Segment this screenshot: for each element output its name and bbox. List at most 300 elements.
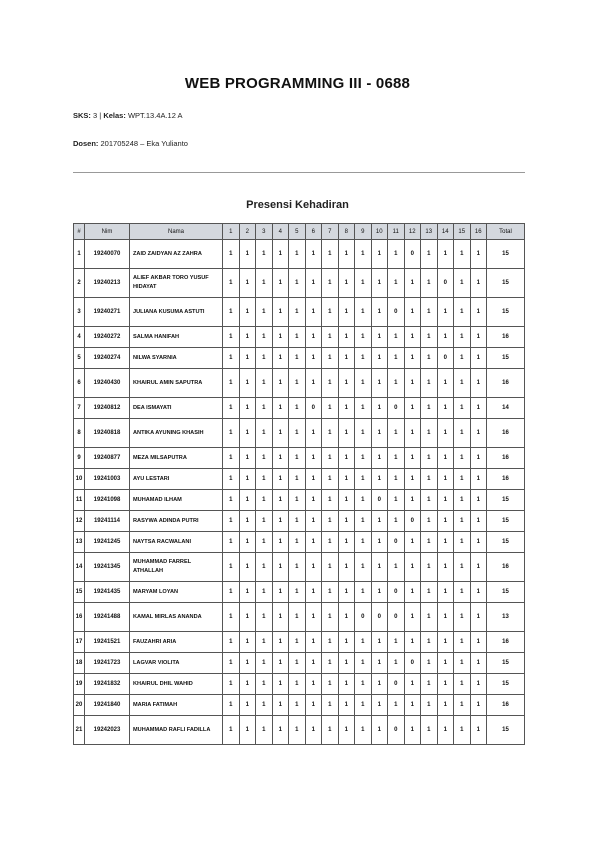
table-row — [74, 553, 525, 582]
attendance-cell: 1 — [338, 603, 355, 632]
row-number-cell: 5 — [74, 348, 85, 369]
attendance-cell: 1 — [322, 240, 339, 269]
name-cell: LAGVAR VIOLITA — [130, 653, 223, 674]
attendance-cell: 1 — [454, 348, 471, 369]
attendance-cell: 1 — [421, 269, 438, 298]
attendance-cell: 1 — [289, 653, 306, 674]
attendance-cell: 1 — [239, 298, 256, 327]
attendance-cell: 1 — [388, 419, 405, 448]
attendance-cell: 1 — [355, 716, 372, 745]
attendance-cell: 1 — [355, 269, 372, 298]
attendance-cell: 1 — [239, 348, 256, 369]
nim-cell: 19241488 — [85, 603, 130, 632]
attendance-cell: 1 — [470, 348, 487, 369]
column-header: 16 — [470, 224, 487, 240]
row-number-cell: 6 — [74, 369, 85, 398]
attendance-cell: 1 — [454, 553, 471, 582]
attendance-cell: 1 — [305, 511, 322, 532]
attendance-cell: 1 — [223, 653, 240, 674]
attendance-cell: 1 — [437, 327, 454, 348]
attendance-cell: 1 — [239, 369, 256, 398]
attendance-cell: 1 — [388, 240, 405, 269]
attendance-cell: 1 — [239, 419, 256, 448]
attendance-cell: 1 — [289, 490, 306, 511]
attendance-cell: 1 — [223, 398, 240, 419]
attendance-cell: 1 — [454, 653, 471, 674]
total-cell: 15 — [487, 716, 525, 745]
attendance-cell: 0 — [305, 398, 322, 419]
attendance-cell: 1 — [355, 582, 372, 603]
attendance-cell: 1 — [338, 632, 355, 653]
attendance-cell: 1 — [338, 448, 355, 469]
document-title: WEB PROGRAMMING III - 0688 — [184, 75, 411, 92]
kelas-label: Kelas: — [103, 111, 126, 120]
attendance-cell: 1 — [338, 511, 355, 532]
name-cell: AYU LESTARI — [130, 469, 223, 490]
attendance-cell: 1 — [256, 490, 273, 511]
attendance-cell: 1 — [256, 582, 273, 603]
table-row — [74, 695, 525, 716]
sks-value: 3 — [93, 111, 98, 120]
total-cell: 15 — [487, 348, 525, 369]
attendance-cell: 1 — [223, 369, 240, 398]
attendance-cell: 1 — [404, 327, 421, 348]
attendance-cell: 1 — [305, 419, 322, 448]
attendance-cell: 1 — [239, 716, 256, 745]
nim-cell: 19240070 — [85, 240, 130, 269]
attendance-cell: 1 — [256, 269, 273, 298]
attendance-cell: 1 — [371, 674, 388, 695]
column-header: 9 — [355, 224, 372, 240]
attendance-cell: 1 — [322, 603, 339, 632]
name-cell: MUHAMAD ILHAM — [130, 490, 223, 511]
column-header: 4 — [272, 224, 289, 240]
attendance-cell: 1 — [404, 369, 421, 398]
attendance-cell: 1 — [437, 419, 454, 448]
attendance-cell: 1 — [272, 398, 289, 419]
attendance-cell: 1 — [305, 532, 322, 553]
attendance-cell: 1 — [338, 674, 355, 695]
name-cell: KHAIRUL AMIN SAPUTRA — [130, 369, 223, 398]
attendance-cell: 1 — [355, 674, 372, 695]
total-cell: 15 — [487, 490, 525, 511]
name-cell: ALIEF AKBAR TORO YUSUF HIDAYAT — [130, 269, 223, 298]
attendance-cell: 1 — [272, 469, 289, 490]
attendance-cell: 1 — [404, 553, 421, 582]
attendance-cell: 1 — [239, 603, 256, 632]
attendance-cell: 1 — [322, 511, 339, 532]
attendance-cell: 1 — [289, 327, 306, 348]
attendance-cell: 1 — [454, 695, 471, 716]
attendance-cell: 1 — [454, 448, 471, 469]
attendance-cell: 1 — [388, 695, 405, 716]
attendance-cell: 1 — [355, 298, 372, 327]
attendance-cell: 1 — [404, 632, 421, 653]
column-header: 8 — [338, 224, 355, 240]
attendance-cell: 0 — [388, 582, 405, 603]
total-cell: 16 — [487, 695, 525, 716]
nim-cell: 19242023 — [85, 716, 130, 745]
name-cell: MUHAMMAD FARREL ATHALLAH — [130, 553, 223, 582]
attendance-cell: 1 — [305, 240, 322, 269]
attendance-cell: 1 — [470, 553, 487, 582]
nim-cell: 19240430 — [85, 369, 130, 398]
sks-label: SKS: — [73, 111, 91, 120]
attendance-cell: 1 — [454, 582, 471, 603]
attendance-cell: 1 — [289, 298, 306, 327]
table-row — [74, 582, 525, 603]
attendance-cell: 1 — [239, 582, 256, 603]
attendance-cell: 1 — [338, 582, 355, 603]
attendance-cell: 1 — [388, 469, 405, 490]
lecturer-info — [73, 139, 188, 148]
attendance-cell: 1 — [305, 632, 322, 653]
attendance-cell: 1 — [338, 369, 355, 398]
attendance-cell: 1 — [289, 553, 306, 582]
total-cell: 16 — [487, 327, 525, 348]
name-cell: KAMAL MIRLAS ANANDA — [130, 603, 223, 632]
attendance-cell: 1 — [256, 398, 273, 419]
attendance-cell: 1 — [437, 511, 454, 532]
attendance-cell: 0 — [437, 269, 454, 298]
attendance-cell: 1 — [421, 398, 438, 419]
attendance-cell: 1 — [305, 603, 322, 632]
attendance-cell: 1 — [322, 716, 339, 745]
attendance-cell: 1 — [437, 603, 454, 632]
attendance-cell: 1 — [371, 419, 388, 448]
attendance-cell: 1 — [223, 348, 240, 369]
attendance-cell: 1 — [454, 532, 471, 553]
attendance-cell: 1 — [388, 327, 405, 348]
attendance-cell: 1 — [305, 490, 322, 511]
column-header: Nama — [130, 224, 223, 240]
table-row — [74, 653, 525, 674]
attendance-cell: 1 — [289, 348, 306, 369]
nim-cell: 19241245 — [85, 532, 130, 553]
attendance-cell: 1 — [223, 674, 240, 695]
attendance-cell: 0 — [388, 603, 405, 632]
row-number-cell: 20 — [74, 695, 85, 716]
column-header: Nim — [85, 224, 130, 240]
nim-cell: 19240272 — [85, 327, 130, 348]
table-row — [74, 398, 525, 419]
attendance-cell: 1 — [322, 632, 339, 653]
row-number-cell: 7 — [74, 398, 85, 419]
attendance-cell: 1 — [289, 603, 306, 632]
attendance-cell: 1 — [470, 695, 487, 716]
attendance-cell: 1 — [256, 553, 273, 582]
row-number-cell: 19 — [74, 674, 85, 695]
name-cell: RASYWA ADINDA PUTRI — [130, 511, 223, 532]
attendance-cell: 1 — [404, 695, 421, 716]
name-cell: ZAID ZAIDYAN AZ ZAHRA — [130, 240, 223, 269]
attendance-cell: 1 — [256, 419, 273, 448]
table-row — [74, 298, 525, 327]
divider — [73, 172, 525, 173]
attendance-cell: 1 — [338, 419, 355, 448]
attendance-cell: 1 — [223, 327, 240, 348]
attendance-cell: 1 — [454, 603, 471, 632]
attendance-cell: 1 — [223, 469, 240, 490]
attendance-cell: 1 — [272, 369, 289, 398]
attendance-cell: 1 — [388, 448, 405, 469]
row-number-cell: 16 — [74, 603, 85, 632]
table-row — [74, 327, 525, 348]
column-header: 15 — [454, 224, 471, 240]
column-header: 13 — [421, 224, 438, 240]
attendance-cell: 1 — [223, 716, 240, 745]
attendance-cell: 1 — [421, 240, 438, 269]
row-number-cell: 18 — [74, 653, 85, 674]
attendance-cell: 1 — [355, 398, 372, 419]
attendance-cell: 1 — [437, 674, 454, 695]
attendance-cell: 1 — [239, 469, 256, 490]
attendance-cell: 1 — [470, 490, 487, 511]
attendance-cell: 1 — [289, 511, 306, 532]
attendance-cell: 1 — [223, 582, 240, 603]
attendance-cell: 1 — [454, 716, 471, 745]
attendance-cell: 1 — [256, 716, 273, 745]
attendance-cell: 1 — [256, 369, 273, 398]
attendance-cell: 1 — [437, 448, 454, 469]
total-cell: 15 — [487, 582, 525, 603]
name-cell: MARIA FATIMAH — [130, 695, 223, 716]
attendance-cell: 1 — [355, 695, 372, 716]
column-header: 10 — [371, 224, 388, 240]
attendance-cell: 1 — [289, 240, 306, 269]
attendance-cell: 1 — [355, 469, 372, 490]
attendance-cell: 1 — [239, 240, 256, 269]
attendance-cell: 1 — [289, 419, 306, 448]
attendance-cell: 1 — [371, 469, 388, 490]
attendance-cell: 1 — [289, 269, 306, 298]
attendance-table — [73, 223, 525, 745]
attendance-cell: 1 — [305, 298, 322, 327]
attendance-cell: 1 — [421, 582, 438, 603]
nim-cell: 19240271 — [85, 298, 130, 327]
column-header: 11 — [388, 224, 405, 240]
attendance-cell: 1 — [338, 398, 355, 419]
row-number-cell: 11 — [74, 490, 85, 511]
attendance-cell: 1 — [272, 603, 289, 632]
attendance-cell: 1 — [322, 653, 339, 674]
total-cell: 15 — [487, 298, 525, 327]
attendance-cell: 1 — [272, 269, 289, 298]
attendance-cell: 1 — [421, 603, 438, 632]
attendance-cell: 1 — [256, 240, 273, 269]
attendance-cell: 1 — [421, 532, 438, 553]
nim-cell: 19241003 — [85, 469, 130, 490]
attendance-cell: 1 — [355, 632, 372, 653]
attendance-cell: 1 — [388, 369, 405, 398]
attendance-cell: 1 — [470, 398, 487, 419]
column-header: 7 — [322, 224, 339, 240]
attendance-cell: 1 — [421, 716, 438, 745]
attendance-cell: 1 — [239, 327, 256, 348]
total-cell: 16 — [487, 469, 525, 490]
nim-cell: 19241840 — [85, 695, 130, 716]
attendance-cell: 1 — [223, 298, 240, 327]
attendance-cell: 1 — [239, 532, 256, 553]
attendance-cell: 1 — [470, 369, 487, 398]
table-row — [74, 448, 525, 469]
column-header: # — [74, 224, 85, 240]
attendance-cell: 1 — [454, 469, 471, 490]
attendance-cell: 1 — [421, 511, 438, 532]
row-number-cell: 15 — [74, 582, 85, 603]
attendance-cell: 1 — [421, 674, 438, 695]
attendance-cell: 1 — [421, 298, 438, 327]
attendance-cell: 1 — [338, 490, 355, 511]
name-cell: SALMA HANIFAH — [130, 327, 223, 348]
nim-cell: 19240213 — [85, 269, 130, 298]
attendance-cell: 1 — [322, 327, 339, 348]
table-row — [74, 348, 525, 369]
attendance-cell: 1 — [454, 674, 471, 695]
attendance-cell: 0 — [388, 532, 405, 553]
attendance-cell: 1 — [256, 603, 273, 632]
attendance-cell: 1 — [272, 240, 289, 269]
total-cell: 15 — [487, 511, 525, 532]
attendance-cell: 1 — [404, 469, 421, 490]
nim-cell: 19241098 — [85, 490, 130, 511]
attendance-cell: 1 — [223, 240, 240, 269]
name-cell: ANTIKA AYUNING KHASIH — [130, 419, 223, 448]
attendance-cell: 1 — [388, 632, 405, 653]
total-cell: 16 — [487, 419, 525, 448]
table-row — [74, 240, 525, 269]
attendance-cell: 1 — [305, 269, 322, 298]
table-row — [74, 490, 525, 511]
table-row — [74, 716, 525, 745]
attendance-cell: 1 — [437, 716, 454, 745]
attendance-cell: 1 — [454, 369, 471, 398]
attendance-cell: 1 — [223, 511, 240, 532]
attendance-cell: 1 — [388, 653, 405, 674]
attendance-cell: 1 — [437, 369, 454, 398]
attendance-cell: 1 — [437, 398, 454, 419]
attendance-cell: 1 — [355, 448, 372, 469]
attendance-cell: 1 — [454, 327, 471, 348]
attendance-cell: 1 — [256, 511, 273, 532]
attendance-cell: 1 — [239, 632, 256, 653]
nim-cell: 19241114 — [85, 511, 130, 532]
attendance-cell: 1 — [338, 269, 355, 298]
attendance-cell: 0 — [388, 298, 405, 327]
attendance-cell: 1 — [371, 511, 388, 532]
attendance-cell: 0 — [404, 240, 421, 269]
row-number-cell: 10 — [74, 469, 85, 490]
attendance-cell: 0 — [388, 674, 405, 695]
attendance-cell: 1 — [322, 369, 339, 398]
attendance-cell: 1 — [421, 348, 438, 369]
attendance-cell: 1 — [272, 532, 289, 553]
attendance-cell: 1 — [437, 632, 454, 653]
total-cell: 16 — [487, 369, 525, 398]
attendance-cell: 1 — [338, 716, 355, 745]
row-number-cell: 9 — [74, 448, 85, 469]
attendance-cell: 1 — [305, 327, 322, 348]
attendance-cell: 1 — [223, 553, 240, 582]
attendance-cell: 1 — [322, 553, 339, 582]
attendance-cell: 1 — [223, 490, 240, 511]
attendance-cell: 1 — [404, 269, 421, 298]
attendance-cell: 1 — [305, 369, 322, 398]
attendance-cell: 1 — [421, 419, 438, 448]
attendance-cell: 1 — [322, 532, 339, 553]
attendance-cell: 1 — [371, 369, 388, 398]
attendance-cell: 1 — [371, 553, 388, 582]
attendance-cell: 1 — [355, 653, 372, 674]
name-cell: JULIANA KUSUMA ASTUTI — [130, 298, 223, 327]
attendance-cell: 1 — [470, 269, 487, 298]
attendance-cell: 1 — [470, 298, 487, 327]
attendance-cell: 1 — [322, 448, 339, 469]
attendance-cell: 1 — [322, 695, 339, 716]
attendance-cell: 1 — [454, 240, 471, 269]
attendance-cell: 1 — [371, 532, 388, 553]
attendance-cell: 1 — [437, 469, 454, 490]
attendance-cell: 1 — [223, 532, 240, 553]
nim-cell: 19241345 — [85, 553, 130, 582]
column-header: 3 — [256, 224, 273, 240]
attendance-cell: 1 — [355, 240, 372, 269]
attendance-cell: 1 — [256, 469, 273, 490]
attendance-cell: 1 — [272, 511, 289, 532]
attendance-cell: 1 — [454, 490, 471, 511]
total-cell: 15 — [487, 532, 525, 553]
attendance-cell: 0 — [437, 348, 454, 369]
row-number-cell: 12 — [74, 511, 85, 532]
attendance-cell: 1 — [470, 511, 487, 532]
attendance-cell: 1 — [355, 348, 372, 369]
attendance-cell: 1 — [289, 582, 306, 603]
attendance-cell: 1 — [404, 298, 421, 327]
attendance-cell: 1 — [421, 490, 438, 511]
table-row — [74, 603, 525, 632]
attendance-cell: 1 — [223, 632, 240, 653]
attendance-cell: 1 — [421, 369, 438, 398]
total-cell: 15 — [487, 674, 525, 695]
attendance-cell: 1 — [404, 398, 421, 419]
attendance-cell: 1 — [272, 348, 289, 369]
attendance-cell: 1 — [239, 653, 256, 674]
name-cell: KHAIRUL DHIL WAHID — [130, 674, 223, 695]
column-header: 1 — [223, 224, 240, 240]
attendance-cell: 1 — [338, 298, 355, 327]
table-row — [74, 369, 525, 398]
attendance-cell: 1 — [272, 298, 289, 327]
attendance-cell: 1 — [371, 298, 388, 327]
attendance-cell: 1 — [305, 653, 322, 674]
attendance-cell: 1 — [437, 490, 454, 511]
attendance-cell: 1 — [371, 269, 388, 298]
attendance-cell: 1 — [454, 398, 471, 419]
attendance-cell: 1 — [338, 348, 355, 369]
total-cell: 14 — [487, 398, 525, 419]
attendance-cell: 0 — [371, 603, 388, 632]
attendance-cell: 1 — [371, 348, 388, 369]
nim-cell: 19241435 — [85, 582, 130, 603]
attendance-cell: 1 — [256, 653, 273, 674]
attendance-cell: 1 — [470, 632, 487, 653]
course-info — [73, 111, 183, 120]
attendance-cell: 1 — [289, 716, 306, 745]
attendance-cell: 1 — [272, 419, 289, 448]
attendance-cell: 1 — [272, 716, 289, 745]
attendance-cell: 1 — [470, 240, 487, 269]
column-header: 12 — [404, 224, 421, 240]
